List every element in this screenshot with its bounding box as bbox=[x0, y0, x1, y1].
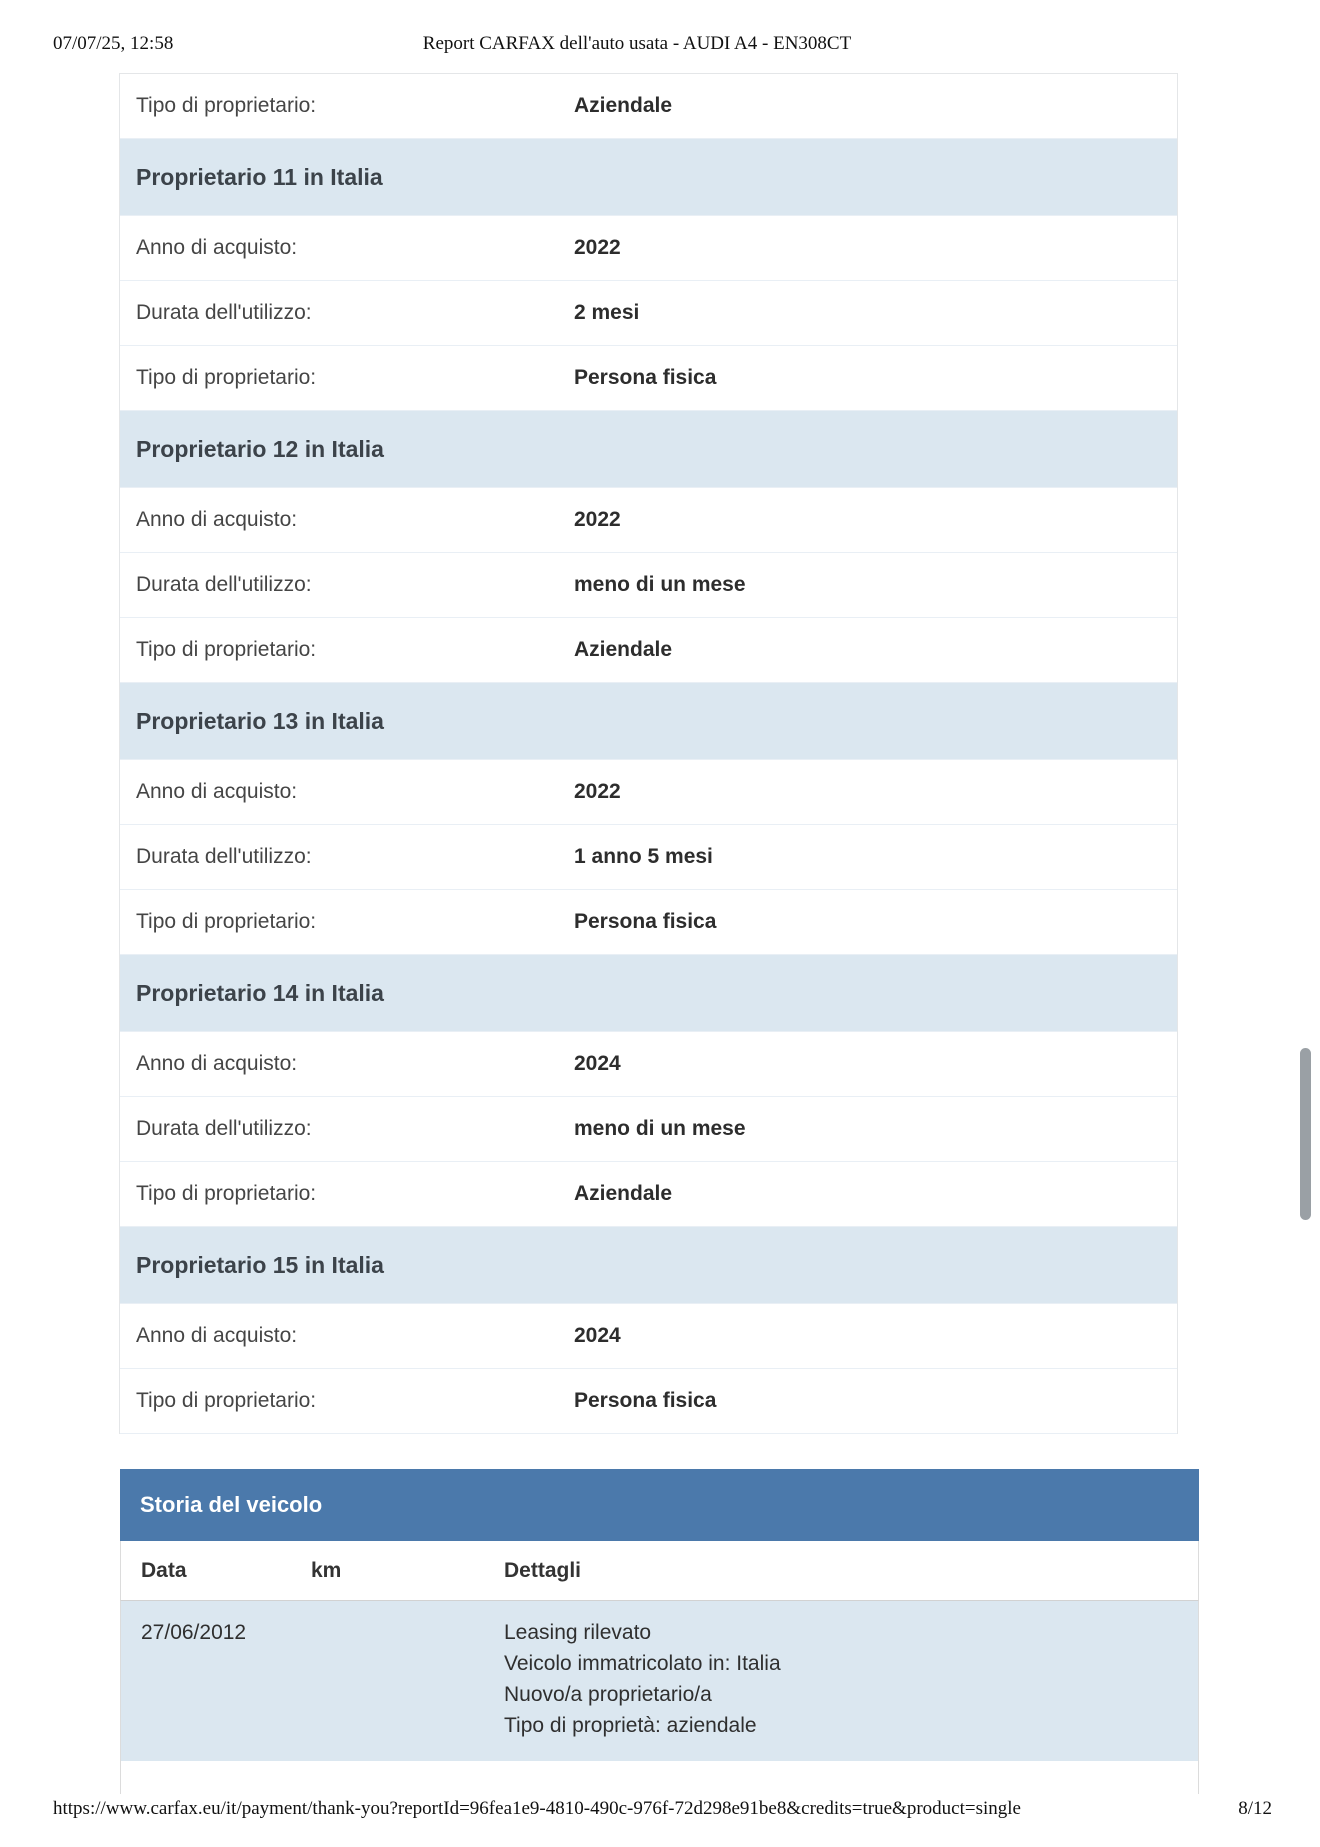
owner-table-row bbox=[120, 346, 1177, 411]
owner-section-header bbox=[120, 1227, 1177, 1304]
owner-table-row bbox=[120, 618, 1177, 683]
row-value: 2022 bbox=[574, 236, 621, 259]
owner-section-title: Proprietario 12 in Italia bbox=[136, 435, 384, 462]
row-label: Anno di acquisto: bbox=[136, 236, 298, 259]
owner-table-row bbox=[120, 488, 1177, 553]
row-value: 2022 bbox=[574, 508, 621, 531]
owner-section-title: Proprietario 11 in Italia bbox=[136, 163, 383, 190]
column-header-km: km bbox=[311, 1558, 342, 1582]
owner-table-row bbox=[120, 890, 1177, 955]
column-header-dettagli: Dettagli bbox=[504, 1558, 582, 1582]
history-detail-line: Tipo di proprietà: aziendale bbox=[504, 1714, 757, 1737]
owner-table-row bbox=[120, 216, 1177, 281]
print-header-title: Report CARFAX dell'auto usata - AUDI A4 - EN308CT bbox=[422, 33, 852, 54]
row-value: Aziendale bbox=[574, 638, 673, 661]
owner-section-header bbox=[120, 411, 1177, 488]
row-label: Durata dell'utilizzo: bbox=[136, 1117, 312, 1140]
owner-table-row bbox=[120, 553, 1177, 618]
history-row-date: 27/06/2012 bbox=[141, 1621, 247, 1644]
row-label: Tipo di proprietario: bbox=[136, 1389, 317, 1412]
row-label: Durata dell'utilizzo: bbox=[136, 845, 312, 868]
row-label: Durata dell'utilizzo: bbox=[136, 301, 312, 324]
owner-table-row bbox=[120, 281, 1177, 346]
print-footer-page-number: 8/12 bbox=[1238, 1798, 1272, 1819]
history-row-details bbox=[504, 1617, 1198, 1741]
row-value: 2024 bbox=[574, 1324, 621, 1347]
row-label: Tipo di proprietario: bbox=[136, 366, 317, 389]
row-value: Aziendale bbox=[574, 1182, 673, 1205]
row-value: 2 mesi bbox=[574, 301, 640, 324]
row-label: Tipo di proprietario: bbox=[136, 94, 317, 117]
row-label: Anno di acquisto: bbox=[136, 508, 298, 531]
print-header-datetime: 07/07/25, 12:58 bbox=[53, 33, 174, 54]
row-value: Persona fisica bbox=[574, 366, 717, 389]
row-value: 2022 bbox=[574, 780, 621, 803]
row-label: Tipo di proprietario: bbox=[136, 1182, 317, 1205]
history-detail-line: Nuovo/a proprietario/a bbox=[504, 1683, 712, 1706]
print-footer-url: https://www.carfax.eu/it/payment/thank-you?reportId=96fea1e9-4810-490c-976f-72d298e91be8&credits=true&product=single bbox=[53, 1798, 1021, 1819]
vehicle-history-title: Storia del veicolo bbox=[140, 1492, 323, 1517]
owner-table-row bbox=[120, 1097, 1177, 1162]
row-label: Anno di acquisto: bbox=[136, 780, 298, 803]
history-detail-line: Leasing rilevato bbox=[504, 1621, 652, 1644]
row-value: meno di un mese bbox=[574, 573, 746, 596]
owner-section-header bbox=[120, 955, 1177, 1032]
row-value: meno di un mese bbox=[574, 1117, 746, 1140]
owners-table bbox=[119, 73, 1178, 1434]
vehicle-history-panel bbox=[120, 1469, 1199, 1794]
owner-table-row bbox=[120, 1369, 1177, 1434]
owner-section-title: Proprietario 14 in Italia bbox=[136, 979, 384, 1006]
row-label: Durata dell'utilizzo: bbox=[136, 573, 312, 596]
column-header-data: Data bbox=[141, 1558, 187, 1582]
row-label: Tipo di proprietario: bbox=[136, 638, 317, 661]
row-value: 1 anno 5 mesi bbox=[574, 845, 713, 868]
owner-table-row bbox=[120, 74, 1177, 139]
vehicle-history-header bbox=[120, 1469, 1199, 1541]
row-label: Anno di acquisto: bbox=[136, 1324, 298, 1347]
history-detail-line: Veicolo immatricolato in: Italia bbox=[504, 1652, 781, 1675]
row-value: Persona fisica bbox=[574, 1389, 717, 1412]
history-next-row-stub bbox=[120, 1761, 1199, 1794]
owner-section-title: Proprietario 15 in Italia bbox=[136, 1251, 384, 1278]
owner-section-header bbox=[120, 139, 1177, 216]
owner-table-row bbox=[120, 760, 1177, 825]
owner-section-title: Proprietario 13 in Italia bbox=[136, 707, 384, 734]
scrollbar-thumb[interactable] bbox=[1300, 1048, 1311, 1220]
owner-table-row bbox=[120, 1032, 1177, 1097]
history-column-headers bbox=[120, 1541, 1199, 1601]
row-value: Persona fisica bbox=[574, 910, 717, 933]
row-label: Tipo di proprietario: bbox=[136, 910, 317, 933]
row-value: 2024 bbox=[574, 1052, 621, 1075]
history-row bbox=[120, 1601, 1199, 1761]
owner-table-row bbox=[120, 1162, 1177, 1227]
owner-section-header bbox=[120, 683, 1177, 760]
owner-table-row bbox=[120, 1304, 1177, 1369]
owner-table-row bbox=[120, 825, 1177, 890]
row-value: Aziendale bbox=[574, 94, 673, 117]
row-label: Anno di acquisto: bbox=[136, 1052, 298, 1075]
